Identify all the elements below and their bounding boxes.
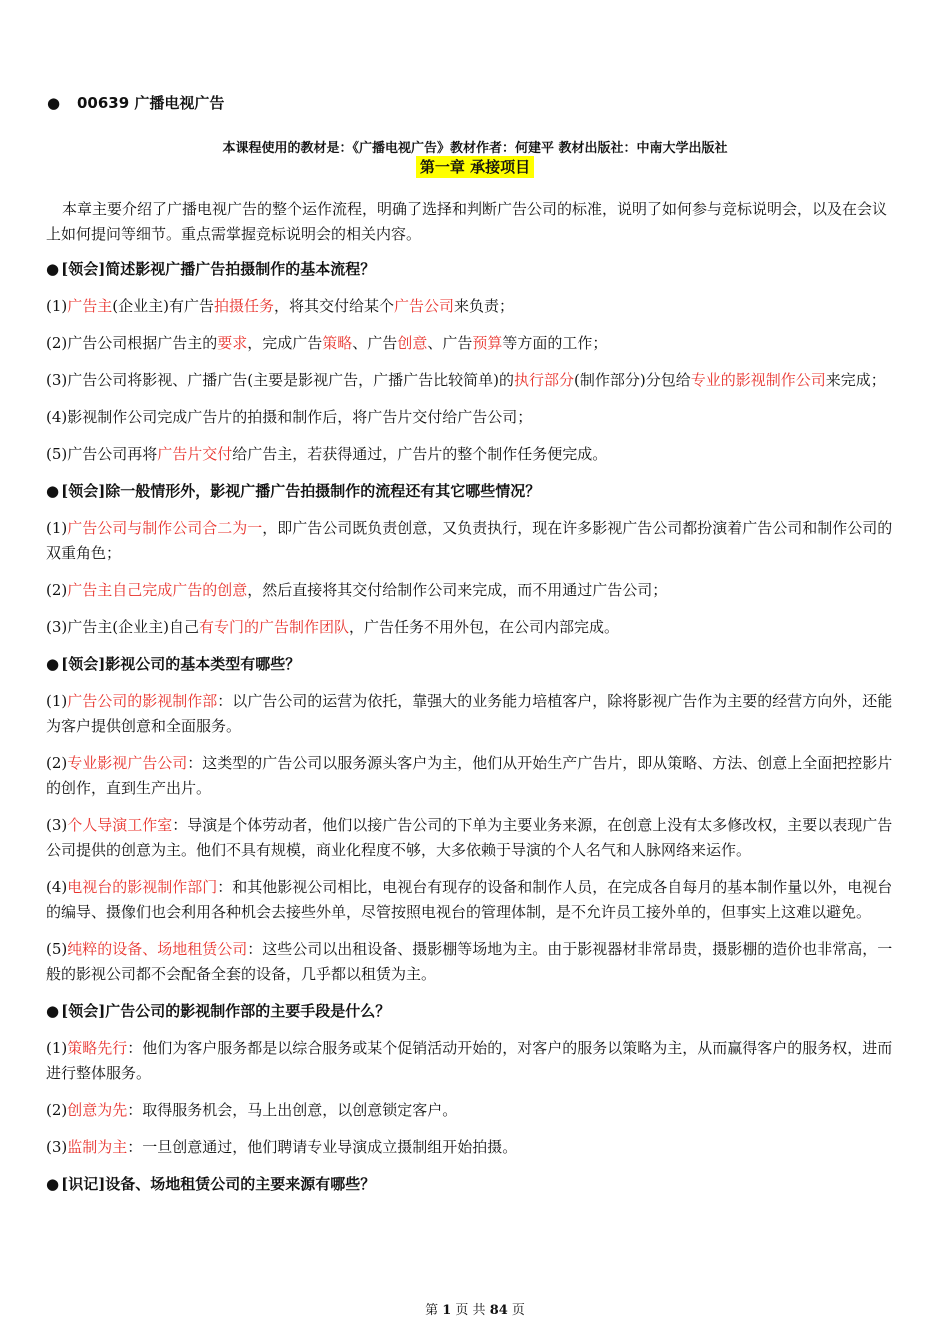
answer-text: (企业主)有广告 <box>112 297 214 315</box>
highlighted-term: 有专门的广告制作团队 <box>198 618 349 636</box>
highlighted-term: 执行部分 <box>513 371 574 389</box>
answer-text: ：这类型的广告公司以服务源头客户为主，他们从开始生产广告片，即从策略、方法、创意上全面把控影片的创作，直到生产出片。 <box>46 754 893 797</box>
highlighted-term: 策略先行 <box>67 1039 128 1057</box>
answer-paragraph <box>46 813 894 863</box>
highlighted-term: 监制为主 <box>67 1138 128 1156</box>
answer-text: (3) <box>46 816 68 834</box>
answer-text: (1) <box>46 1039 68 1057</box>
question-heading <box>46 999 894 1024</box>
answer-text: 来完成； <box>825 371 886 389</box>
question-text: [领会]广告公司的影视制作部的主要手段是什么？ <box>61 1002 391 1020</box>
answer-text: ：导演是个体劳动者，他们以接广告公司的下单为主要业务来源，在创意上没有太多修改权，主要以表现广告公司提供的创意为主。他们不具有规模，商业化程度不够，大多依赖于导演的个人名气和人脉网络来运作。 <box>46 816 893 859</box>
question-text: [领会]影视公司的基本类型有哪些？ <box>61 655 301 673</box>
answer-paragraph <box>46 875 894 925</box>
answer-text: (2) <box>46 754 68 772</box>
answer-text: 来负责； <box>454 297 515 315</box>
footer-middle: 页 共 <box>455 1303 486 1318</box>
answer-text: 、广告 <box>352 334 398 352</box>
answer-text: ：这些公司以出租设备、摄影棚等场地为主。由于影视器材非常昂贵，摄影棚的造价也非常高，一般的影视公司都不会配备全套的设备，几乎都以租赁为主。 <box>46 940 893 983</box>
highlighted-term: 创意 <box>397 334 428 352</box>
highlighted-term: 预算 <box>472 334 503 352</box>
answer-text: ：和其他影视公司相比，电视台有现存的设备和制作人员，在完成各自每月的基本制作量以外，电视台的编导、摄像们也会利用各种机会去接些外单，尽管按照电视台的管理体制，是不允许员工接外单的，但事实上这难以避免。 <box>46 878 893 921</box>
answer-text: ，完成广告 <box>247 334 323 352</box>
question-text: [领会]简述影视广播广告拍摄制作的基本流程？ <box>61 260 376 278</box>
course-title: 00639 广播电视广告 <box>77 94 225 112</box>
answer-paragraph <box>46 689 894 739</box>
highlighted-term: 广告公司 <box>394 297 455 315</box>
highlighted-term: 策略 <box>322 334 353 352</box>
footer-total-pages: 84 <box>489 1303 508 1318</box>
answer-text: ：一旦创意通过，他们聘请专业导演成立摄制组开始拍摄。 <box>127 1138 518 1156</box>
highlighted-term: 拍摄任务 <box>213 297 274 315</box>
answer-paragraph <box>46 751 894 801</box>
answer-text: (3)广告公司将影视、广播广告(主要是影视广告，广播广告比较简单)的 <box>46 371 514 389</box>
bullet-icon: ● <box>46 655 60 673</box>
bullet-icon: ● <box>46 1002 60 1020</box>
answer-paragraph <box>46 1135 894 1160</box>
course-heading <box>47 92 224 113</box>
highlighted-term: 广告公司与制作公司合二为一 <box>67 519 263 537</box>
question-heading <box>46 652 894 677</box>
answer-text: ，然后直接将其交付给制作公司来完成，而不用通过广告公司； <box>247 581 668 599</box>
highlighted-term: 专业的影视制作公司 <box>690 371 826 389</box>
answer-text: (2) <box>46 581 68 599</box>
question-heading <box>46 257 894 282</box>
answer-text: (制作部分)分包给 <box>573 371 691 389</box>
answer-text: 给广告主，若获得通过，广告片的整个制作任务便完成。 <box>232 445 608 463</box>
answer-text: (4) <box>46 878 68 896</box>
answer-text: 等方面的工作； <box>502 334 608 352</box>
footer-prefix: 第 <box>425 1303 439 1318</box>
bullet-icon: ● <box>47 94 61 112</box>
answer-paragraph <box>46 516 894 566</box>
answer-text: ：他们为客户服务都是以综合服务或某个促销活动开始的，对客户的服务以策略为主，从而赢得客户的服务权，进而进行整体服务。 <box>46 1039 893 1082</box>
question-heading <box>46 1172 894 1197</box>
answer-text: (1) <box>46 297 68 315</box>
page-footer <box>0 1299 950 1318</box>
answer-text: ：取得服务机会，马上出创意，以创意锁定客户。 <box>127 1101 458 1119</box>
answer-text: (5)广告公司再将 <box>46 445 158 463</box>
highlighted-term: 广告主 <box>67 297 113 315</box>
bullet-icon: ● <box>46 1175 60 1193</box>
highlighted-term: 个人导演工作室 <box>67 816 173 834</box>
answer-text: 、广告 <box>427 334 473 352</box>
answer-text: (2)广告公司根据广告主的 <box>46 334 218 352</box>
footer-page-number: 1 <box>442 1303 452 1318</box>
answer-paragraph <box>46 368 894 393</box>
footer-suffix: 页 <box>511 1303 525 1318</box>
answer-text: ，将其交付给某个 <box>274 297 395 315</box>
chapter-heading-wrap <box>0 156 950 178</box>
highlighted-term: 要求 <box>217 334 248 352</box>
answer-paragraph <box>46 405 894 430</box>
question-heading <box>46 479 894 504</box>
answer-text: (4)影视制作公司完成广告片的拍摄和制作后，将广告片交付给广告公司； <box>46 408 533 426</box>
answer-text: (1) <box>46 692 68 710</box>
answer-text: ：以广告公司的运营为依托，靠强大的业务能力培植客户，除将影视广告作为主要的经营方向外，还能为客户提供创意和全面服务。 <box>46 692 893 735</box>
answer-paragraph <box>46 1036 894 1086</box>
answer-paragraph <box>46 937 894 987</box>
highlighted-term: 电视台的影视制作部门 <box>67 878 218 896</box>
chapter-title: 第一章 承接项目 <box>416 156 534 178</box>
answer-paragraph <box>46 294 894 319</box>
answer-paragraph <box>46 1098 894 1123</box>
answer-text: (1) <box>46 519 68 537</box>
intro-paragraph: 本章主要介绍了广播电视广告的整个运作流程，明确了选择和判断广告公司的标准，说明了如何参与竞标说明会，以及在会议上如何提问等细节。重点需掌握竞标说明会的相关内容。 <box>46 200 888 243</box>
highlighted-term: 广告主自己完成广告的创意 <box>67 581 248 599</box>
highlighted-term: 广告片交付 <box>157 445 233 463</box>
textbook-info: 本课程使用的教材是：《广播电视广告》教材作者：何建平 教材出版社：中南大学出版社 <box>222 141 728 156</box>
bullet-icon: ● <box>46 260 60 278</box>
highlighted-term: 纯粹的设备、场地租赁公司 <box>67 940 248 958</box>
question-text: [识记]设备、场地租赁公司的主要来源有哪些？ <box>61 1175 376 1193</box>
highlighted-term: 广告公司的影视制作部 <box>67 692 218 710</box>
highlighted-term: 专业影视广告公司 <box>67 754 188 772</box>
answer-text: (2) <box>46 1101 68 1119</box>
answer-paragraph <box>46 331 894 356</box>
answer-text: (3)广告主(企业主)自己 <box>46 618 199 636</box>
answer-text: (5) <box>46 940 68 958</box>
highlighted-term: 创意为先 <box>67 1101 128 1119</box>
answer-text: ，即广告公司既负责创意，又负责执行，现在许多影视广告公司都扮演着广告公司和制作公司的双重角色； <box>46 519 893 562</box>
bullet-icon: ● <box>46 482 60 500</box>
question-text: [领会]除一般情形外，影视广播广告拍摄制作的流程还有其它哪些情况？ <box>61 482 541 500</box>
answer-text: ，广告任务不用外包，在公司内部完成。 <box>348 618 619 636</box>
answer-paragraph <box>46 615 894 640</box>
answer-paragraph <box>46 578 894 603</box>
answer-paragraph <box>46 442 894 467</box>
document-body <box>46 197 894 1209</box>
answer-text: (3) <box>46 1138 68 1156</box>
